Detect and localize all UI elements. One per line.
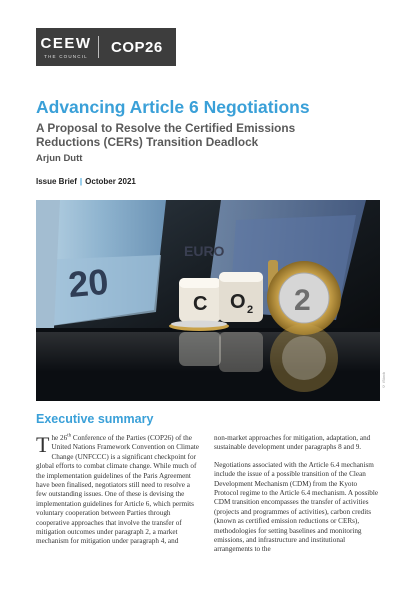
cover-photo (36, 200, 380, 401)
issue-meta (36, 177, 136, 186)
banknote-currency: EURO (184, 243, 225, 259)
summary-paragraph-2: Negotiations associated with the Article 6.4 mechanism include the issue of a possible transition of the Clean Development Mechanism (CDM) from the Kyoto Protocol regime to the Article 6.4 mechanism. A possible CDM transition encompasses the transfer of activities (projects and programmes of activities), carbon credits (known as certified emission reductions or CERs), methodologies for setting baselines and monitoring emissions, and infrastructure and institutional arrangements to the (214, 460, 379, 554)
banknote-value: 20 (66, 260, 111, 306)
cop26-logo: COP26 (111, 38, 163, 56)
summary-p1-start: he 26 (51, 434, 68, 442)
ceew-logo (36, 36, 96, 59)
logo-banner (36, 28, 176, 66)
publication-date: October 2021 (85, 177, 136, 186)
document-type: Issue Brief (36, 177, 77, 186)
dice-letter-o: O (230, 291, 246, 313)
meta-separator: | (79, 177, 83, 186)
logo-divider (98, 36, 99, 58)
drop-cap: T (36, 432, 50, 457)
summary-column-left (36, 434, 202, 555)
dice-subscript-2: 2 (247, 304, 254, 316)
dice-letter-c: C (193, 293, 208, 315)
executive-summary-heading: Executive summary (36, 412, 154, 426)
page-subtitle: A Proposal to Resolve the Certified Emissions Reductions (CERs) Transition Deadlock (36, 121, 296, 149)
page-title: Advancing Article 6 Negotiations (36, 97, 310, 117)
ceew-logo-text: CEEW (40, 34, 92, 52)
photo-credit: © iStock (381, 372, 386, 390)
coin-value: 2 (294, 284, 311, 317)
ceew-logo-subtext: THE COUNCIL (44, 53, 88, 59)
ordinal-suffix: th (67, 433, 72, 439)
summary-p1-body: Conference of the Parties (COP26) of the United Nations Framework Convention on Climate Change (UNFCCC) is a significant checkpoint for global efforts to combat climate change. While much of the implementation guidelines of the Paris Agreement have been finalised, negotiators still need to resolve a few outstanding issues. One of these is devising the implementation guidelines for Article 6, which permits voluntary cooperation between Parties through cooperative approaches that involve the transfer of mitigation outcomes under paragraph 2, a market mechanism for mitigation under paragraph 4, and (36, 434, 199, 546)
summary-paragraph-1-continued: non-market approaches for mitigation, adaptation, and sustainable development under paragraphs 8 and 9. (214, 434, 371, 452)
euro-coin (267, 261, 341, 335)
summary-paragraph-1 (36, 434, 202, 547)
author-name: Arjun Dutt (36, 153, 83, 164)
dice-c (179, 278, 221, 322)
dice-o (219, 272, 263, 322)
summary-column-right (214, 434, 380, 563)
